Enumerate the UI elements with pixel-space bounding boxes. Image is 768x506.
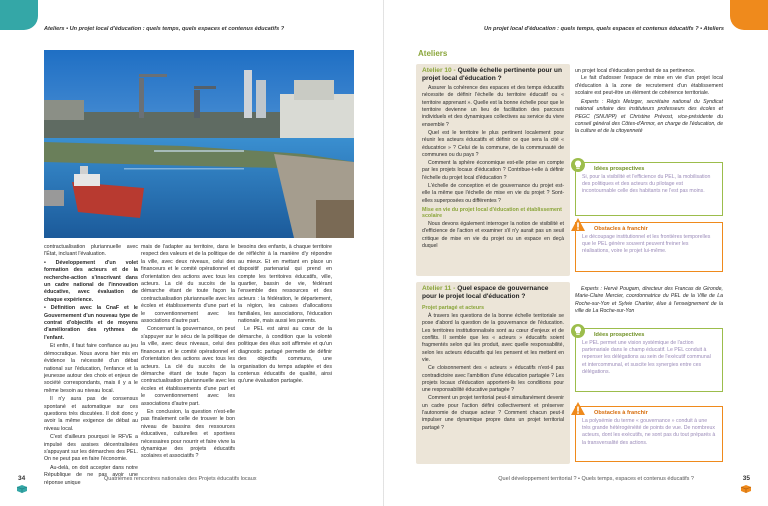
- left-column-3: [238, 244, 332, 387]
- running-head-right: Un projet local d'éducation : quels temps, quels espaces et contenus éducatifs ? • Ateliers: [484, 26, 724, 32]
- obstacles-title: Obstacles à franchir: [594, 410, 648, 416]
- corner-tab-orange: [730, 0, 768, 30]
- obstacles-box-2: [575, 406, 723, 462]
- paragraph: Le PEL est ainsi au cœur de la démarche, à condition que la volonté politique des élus soit affirmée et qu'un diagnostic partagé permette de définir des objectifs communs, une organisation du temps adaptée et des contenus éducatifs de qualité, ainsi qu'une évaluation partagée.: [238, 326, 332, 385]
- cube-icon: [16, 484, 28, 493]
- paragraph: C'est d'ailleurs pourquoi le RFVE a impulsé des assises décentralisées s'appuyant sur les démarches des PEL. On ne peut pas en faire l'économie.: [44, 434, 138, 463]
- atelier-11-side-text: [575, 286, 723, 315]
- atelier-number: Atelier 11 -: [422, 285, 458, 292]
- atelier-10-side-text: [575, 68, 723, 136]
- paragraph: Nous devons également interroger la notion de visibilité et d'efficience de l'action et examiner s'il n'y aurait pas un seuil critique de mise en vie du projet ou un espace en deçà duquel: [422, 220, 564, 249]
- warning-icon: [570, 217, 586, 233]
- obstacles-text: Le découpage institutionnel et les frontières temporelles que le PEL génère souvent peuvent freiner les réalisations, voire le projet lui-même.: [582, 234, 711, 255]
- experts-credit: Experts : Hervé Pougam, directeur des Francas de Gironde, Marie-Claire Mercier, coordonnatrice du PEL de la Ville de La Roche-sur-Yon et Sylvie Chartier, élue à l'enseignement de la ville de La Roche-sur-Yon: [575, 286, 723, 314]
- paragraph: En conclusion, la question n'est-elle pas finalement celle de trouver le bon niveau de bassins des ressources éducatives, culturelles et sportives nécessaires pour nourrir et faire vivre la dynamique des projets éducatifs scolaires et associatifs ?: [141, 408, 235, 460]
- harbor-illustration: [44, 50, 354, 238]
- atelier-title: Quel espace de gouvernance pour le projet local d'éducation ?: [422, 285, 549, 300]
- ideas-text: Le PEL permet une vision systémique de l'action partenariale dans le champ éducatif. Le PEL conduit à repenser les délégations au sein de l'exécutif communal et intercommunal, et suscite les synergies entre ces délégations.: [582, 340, 711, 375]
- paragraph: • Définition avec la CnaF et le Gouvernement d'un nouveau type de contrat d'objectifs et de moyens d'amélioration des rythmes de l'enfant.: [44, 305, 138, 341]
- book-icon: [740, 484, 752, 493]
- atelier-11-subtitle: Projet partagé et acteurs: [422, 305, 485, 312]
- harbor-photo: [44, 50, 354, 238]
- paragraph: • Développement d'un volet formation des acteurs et de la recherche-action s'inscrivant dans un cadre national de l'innovation éducative, avec évaluation de chaque expérience.: [44, 259, 138, 303]
- paragraph: mais de l'adapter au territoire, dans le respect des valeurs et de la politique de la ville, avec deux niveaux, celui des financeurs et le comité opérationnel et d'orientation des actions avec tous les acteurs. La clé du succès de la démarche étant de toute façon la contractualisation pluriannuelle avec les écoles et établissements d'une part et le conventionnement avec les associations d'autre part.: [141, 244, 235, 325]
- footer-right: Quel développement territorial ? • Quels temps, espaces et contenus éducatifs ?: [498, 476, 694, 482]
- corner-tab-teal: [0, 0, 38, 30]
- paragraph: Au-delà, on doit accepter dans notre République de ne pas avoir une réponse unique: [44, 464, 138, 486]
- footer-left: Quatrièmes rencontres nationales des Projets éducatifs locaux: [104, 476, 257, 482]
- atelier-10-subtitle: Mise en vie du projet local d'éducation et établissement scolaire: [422, 206, 562, 219]
- left-column-1: [44, 244, 138, 488]
- paragraph: L'échelle de conception et de gouvernance du projet est-elle la même que l'échelle de mise en vie du projet ? Sont-elles superposées ou différentes ?: [422, 183, 564, 204]
- paragraph: Il n'y aura pas de consensus spontané et automatique sur ces questions très discutées. Il doit donc y avoir la même exigence de débat au niveau local.: [44, 396, 138, 432]
- experts-credit: Experts : Régis Metzger, secrétaire national du Syndicat national unitaire des instituteurs professeurs des écoles et PEGC (SNUIPP) et Christine Prévost, vice-présidente du conseil général des Côtes-d'Armor, en charge de l'éducation, de la culture et de la citoyenneté: [575, 99, 723, 135]
- paragraph: À travers les questions de la bonne échelle territoriale se pose d'abord la question de la gouvernance de l'éducation. Les territoires institutionnalisés sont au cœur d'enjeux et de conflits. Il semble que les « acteurs » éducatifs soient fragmentés selon qui les produit, avec quelle responsabilité, selon les acteurs éducatifs qui les pensent et les mettent en vie.: [422, 313, 564, 363]
- atelier-10-heading: [416, 64, 570, 85]
- page-number-right: 35: [742, 475, 750, 482]
- atelier-number: Atelier 10 -: [422, 67, 458, 74]
- atelier-10-body: [416, 85, 570, 205]
- paragraph: Ce cloisonnement des « acteurs » éducatifs n'est-il pas contradictoire avec l'ambition d'une éducation partagée ? Les projets locaux d'éducation apportent-ils les conditions pour une responsabilité éducative partagée ?: [422, 365, 564, 394]
- paragraph: Comment un projet territorial peut-il simultanément devenir un cadre pour l'action défini collectivement et préserver l'autonomie de chaque acteur ? Comment chacun peut-il impulser une dynamique propre dans un projet territorial partagé ?: [422, 395, 564, 431]
- atelier-11-box: [416, 282, 570, 464]
- ideas-text: Si, pour la visibilité et l'efficience du PEL, la mobilisation des politiques et des acteurs du pilotage est incontournable celle des habitants ne l'est pas moins.: [582, 174, 711, 195]
- atelier-10-closing: [416, 221, 570, 250]
- obstacles-title: Obstacles à franchir: [594, 226, 648, 232]
- paragraph: besoins des enfants, à chaque territoire de réfléchir à la manière d'y répondre au mieux. Et en mettant en place un dispositif partenarial qui prend en compte les territoires éducatifs, ville, quartier, bassin de vie, fédérant l'ensemble des ressources et des acteurs : la fédération, le département, la région, les caisses d'allocations familiales, les associations, l'éducation nationale, mais aussi les parents.: [238, 244, 332, 325]
- atelier-10-box: [416, 64, 570, 276]
- paragraph: Comment la sphère économique est-elle prise en compte par les projets locaux d'éducation ? Contribue-t-elle à définir l'échelle du projet local d'éducation ?: [422, 160, 564, 181]
- lightbulb-icon: [570, 157, 586, 173]
- section-title-ateliers: Ateliers: [418, 49, 448, 58]
- atelier-11-body: [416, 313, 570, 432]
- ideas-box-1: [575, 162, 723, 216]
- obstacles-text: La polysémie du terme « gouvernance » conduit à une très grande hétérogénéité de points de vue. De nombreux acteurs, dont les exécutifs, ne sont pas du tout préparés à la transversalité des actions.: [582, 418, 716, 446]
- lightbulb-icon: [570, 323, 586, 339]
- paragraph: un projet local d'éducation perdrait de sa pertinence.: [575, 68, 696, 74]
- warning-icon: [570, 401, 586, 417]
- running-head-left: Ateliers • Un projet local d'éducation : quels temps, quels espaces et contenus éducatifs ?: [44, 26, 285, 32]
- page-number-left: 34: [18, 475, 26, 482]
- paragraph: Et enfin, il faut faire confiance au jeu démocratique. Nous avons hier mis en évidence la nécessité d'un débat national sur l'éducation, l'enfance et la jeunesse autour des choix et enjeux de société correspondants, mais il y a le même besoin au niveau local.: [44, 343, 138, 394]
- obstacles-box-1: [575, 222, 723, 272]
- paragraph: Le fait d'adosser l'espace de mise en vie d'un projet local d'éducation à la zone de recrutement d'un établissement scolaire est peut-être un élément de cohérence territoriale.: [575, 75, 723, 96]
- paragraph: Concernant la gouvernance, on peut s'appuyer sur le sécu de la politique de la ville, avec deux niveaux, celui des financeurs et le comité opérationnel et d'orientation des actions avec tous les acteurs. La clé du succès de la démarche étant de toute façon la contractualisation pluriannuelle avec les écoles et établissements d'une part et le conventionnement avec les associations d'autre part.: [141, 326, 235, 407]
- paragraph: Quel est le territoire le plus pertinent localement pour réunir les acteurs éducatifs et définir ce que sera la cité « éducatrice » ? Celui de la commune, de la communauté de communes ou du pays ?: [422, 129, 564, 158]
- paragraph: contractualisation pluriannuelle avec l'État, incluant l'évaluation.: [44, 244, 138, 258]
- left-column-2: [141, 244, 235, 462]
- ideas-box-2: [575, 328, 723, 392]
- ideas-title: Idées prospectives: [594, 332, 645, 338]
- ideas-title: Idées prospectives: [594, 166, 645, 172]
- atelier-11-heading: [416, 282, 570, 303]
- atelier-title: Quelle échelle pertinente pour un projet local d'éducation ?: [422, 67, 562, 82]
- paragraph: Assurer la cohérence des espaces et des temps éducatifs nécessite de définir l'échelle du territoire éducatif ou « territoire apprenant ». Quelle est la bonne échelle pour que le territoire devienne un lieu de facilitation des parcours individuels et des dynamiques collectives au service du vivre ensemble ?: [422, 85, 564, 128]
